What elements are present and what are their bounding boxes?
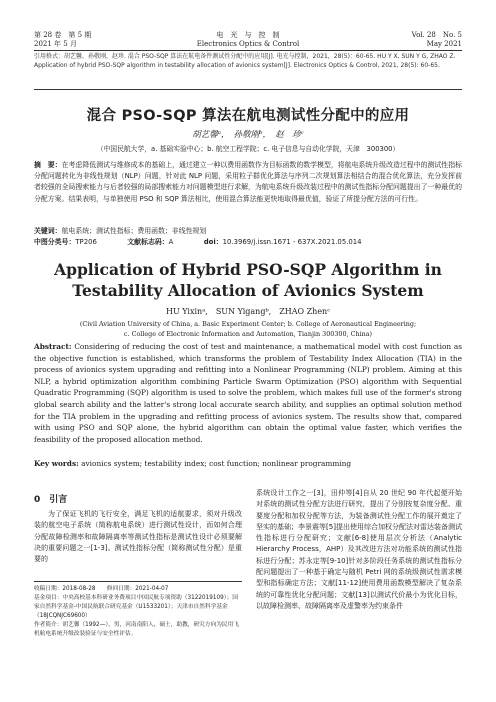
clc-label: 中图分类号： — [34, 238, 76, 246]
section-heading-introduction: 0 引言 — [34, 495, 68, 505]
clc-value: TP206 — [75, 238, 97, 246]
keywords-en-label: Key words: — [34, 459, 79, 468]
header-rule — [34, 50, 462, 51]
footnotes — [34, 585, 242, 639]
doc-code-label: 文献标志码： — [127, 238, 169, 246]
affiliation-en-line-2: c. College of Electronic Information and Automation, Tianjin 300300, China) — [123, 330, 373, 338]
citation-rule — [34, 89, 462, 90]
authors-cn: 胡艺馨ᵃ， 孙敬刚ᵇ， 赵 珍ᶜ — [192, 130, 304, 140]
keywords-cn-label: 关键词： — [34, 227, 62, 235]
footnote-received: 收稿日期：2018-08-28 修回日期：2021-04-07 — [34, 586, 169, 592]
abstract-en-label: Abstract: — [34, 342, 72, 351]
doi-value: 10.3969/j.issn.1671 - 637X.2021.05.014 — [222, 238, 362, 246]
journal-date-en: May 2021 — [426, 40, 462, 48]
header-left — [34, 31, 154, 49]
footnote-fund: 基金项目：中央高校基本科研业务费项目中国民航专项资助（3122019109）；国家自然科学基金-中国民航联合研究基金（U1533201）；天津市自然科学基金（18JCQNJC69600） — [34, 595, 238, 619]
journal-name-en: Electronics Optics & Control — [196, 40, 300, 48]
journal-volume: 第 28 卷 第 5 期 — [34, 31, 92, 39]
journal-name-cn: 电 光 与 控 制 — [216, 31, 280, 39]
journal-date: 2021 年 5 月 — [34, 40, 77, 48]
citation-format: 引用格式：胡艺馨，孙敬刚，赵珍. 混合 PSO-SQP 算法在航电备件测试性分配中的应用[J]. 电光与控制，2021，28(5)：60-65. HU Y X, SUN Y G, ZHAO Z. Application of hybrid PSO-SQP algorithm in testability allocation of avionics system[J]. Electronics Optics & Control, 2021, 28(5): 60-65. — [34, 53, 456, 69]
abstract-cn-label: 摘 要： — [34, 161, 62, 169]
abstract-en — [34, 341, 462, 445]
header-right — [362, 31, 462, 49]
journal-volume-en: Vol. 28 No. 5 — [411, 31, 462, 39]
keywords-cn — [34, 226, 462, 247]
affiliation-cn: （中国民航大学，a. 基础实验中心；b. 航空工程学院；c. 电子信息与自动化学院，天津 300300） — [96, 145, 400, 153]
footnote-author: 作者简介：胡艺馨（1992—），男，河南南阳人，硕士，助教，研究方向为民用飞机航电系统升级改装验证与安全性评估。 — [34, 622, 239, 637]
keywords-en-text: avionics system; testability index; cost function; nonlinear programming — [81, 459, 352, 468]
title-cn: 混合 PSO-SQP 算法在航电测试性分配中的应用 — [86, 108, 410, 124]
authors-en: HU Yixinᵃ, SUN Yigangᵇ, ZHAO Zhenᶜ — [166, 307, 330, 316]
title-en: Application of Hybrid PSO-SQP Algorithm in Testability Allocation of Avionics System — [54, 260, 442, 300]
doi-label: doi： — [203, 238, 223, 246]
abstract-en-text: Considering of reducing the cost of test and maintenance, a mathematical model with cost function as the objective function is established, which transforms the problem of Testability Index Allocation (TIA) in the process of avionics system upgrading and refitting into a Nonlinear Programming (NLP) problem. Aiming at this NLP, a hybrid optimization algorithm combining Particle Swarm Optimization (PSO) algorithm with Sequential Quadratic Programming (SQP) algorithm is used to solve the problem, which makes full use of the former's strong global search ability and the latter's strong local accurate search ability, and supplies an optimal solution method for the TIA problem in the upgrading and refitting process of avionics system. The results show that, compared with using PSO and SQP alone, the hybrid algorithm can obtain the optimal value faster, which verifies the feasibility of the proposed allocation method. — [34, 342, 462, 444]
abstract-cn-text: 在考虑降低测试与维修成本的基础上，通过建立一种以费用函数作为目标函数的数学模型，将航电系统升级改造过程中的测试性指标分配问题转化为非线性规划（NLP）问题，针对此 NLP 问题，采用粒子群优化算法与序列二次规划算法相结合的混合优化算法，充分发挥前者较强的全局搜索能力与后者较强的局部搜索能力对问题模型进行求解，为航电系统升级改装过程中的测试性指标分配问题提出了一种最优的分配方案。结果表明，与单独使用 PSO 和 SQP 算法相比，使用混合算法能更快地取得最优值，验证了所提分配方法的可行性。 — [34, 161, 463, 203]
keywords-cn-text: 航电系统；测试性指标；费用函数；非线性规划 — [61, 227, 207, 235]
keywords-en — [34, 459, 462, 469]
doc-code-value: A — [168, 238, 174, 246]
affiliation-en-line-1: (Civil Aviation University of China, a. Basic Experiment Center; b. College of Aeronautical Engineering; — [79, 320, 417, 328]
header-center — [148, 31, 348, 49]
footnote-rule — [34, 581, 242, 582]
body-left-column: 为了保证飞机的飞行安全，满足飞机的适航要求，须对升级改装的航空电子系统（简称航电系统）进行测试性设计，而如何合理分配故障检测率和故障隔离率等测试性指标是测试性设计必须要解决的重要问题之一[1-3]。测试性指标分配（简称测试性分配）是重要的 — [34, 510, 242, 564]
abstract-cn — [34, 160, 462, 205]
affiliation-en — [34, 319, 462, 339]
body-right-column: 系统设计工作之一[3]，田仲等[4]自从 20 世纪 90 年代起便开始对系统的测试性分配方法进行研究，提出了分别按复杂度分配、重要度分配和加权分配等方法，为装备测试性分配工作的展开奠定了坚实的基础；李景震等[5]提出使用综合加权分配法对雷达装备测试性指标进行分配研究；文献[6-8]使用层次分析法（Analytic Hierarchy Process，AHP）及其改进方法对功能系统的测试性指标进行分配；苏永定等[9-10]针对多阶段任务系统的测试性指标分配问题提出了一种基于确定与随机 Petri 网的系统级测试性需求模型和指标确定方法；文献[11-12]使用费用函数模型解决了复杂系统的可靠性优化分配问题；文献[13]以测试代价最小为优化目标，以故障检测率、故障隔离率及虚警率为约束条件 — [256, 489, 462, 610]
